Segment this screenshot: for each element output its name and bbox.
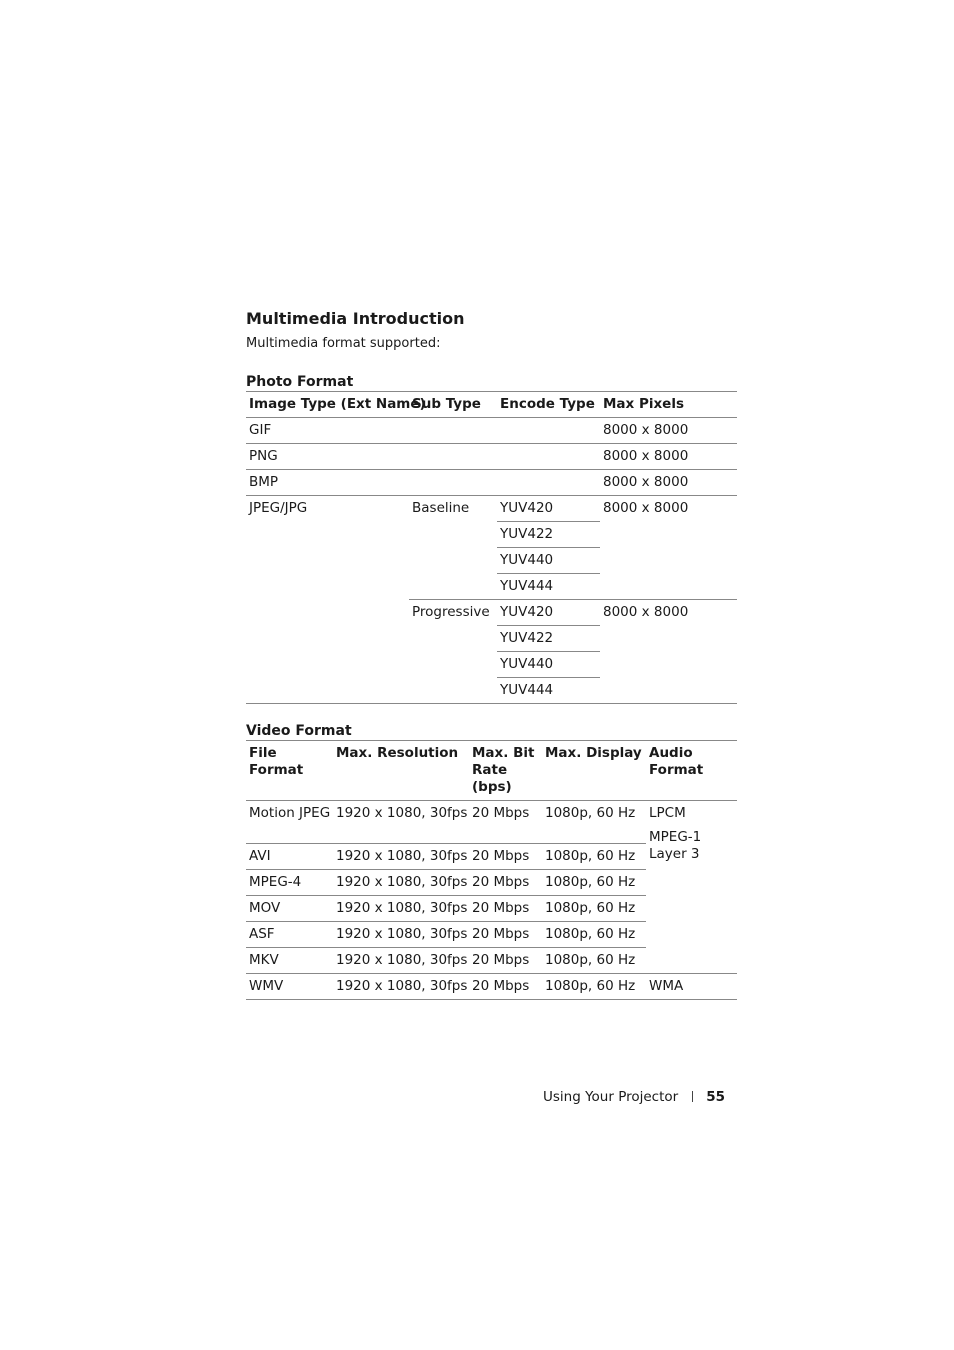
photo-format-table: [246, 391, 737, 704]
column-header: Max Pixels: [600, 392, 737, 418]
display-cell: 1080p, 60 Hz: [542, 844, 646, 870]
display-cell: 1080p, 60 Hz: [542, 922, 646, 948]
display-cell: 1080p, 60 Hz: [542, 896, 646, 922]
audio-format-cell: [646, 801, 737, 974]
max-pixels-cell: 8000 x 8000: [600, 470, 737, 496]
column-header: Max. Resolution: [333, 741, 469, 801]
resolution-cell: 1920 x 1080, 30fps: [333, 922, 469, 948]
encode-type-cell: YUV420: [497, 600, 600, 626]
column-header: File Format: [246, 741, 333, 801]
display-cell: 1080p, 60 Hz: [542, 948, 646, 974]
image-type-cell: GIF: [246, 418, 409, 444]
audio-format-item: MPEG-1 Layer 3: [649, 829, 702, 862]
column-header: Max. Bit Rate (bps): [469, 741, 542, 801]
resolution-cell: 1920 x 1080, 30fps: [333, 896, 469, 922]
max-pixels-cell: 8000 x 8000: [600, 600, 737, 704]
page-title: Multimedia Introduction: [246, 309, 465, 328]
video-format-table: [246, 740, 737, 1000]
encode-type-cell: YUV444: [497, 678, 600, 704]
footer-section-title: Using Your Projector: [543, 1089, 679, 1105]
encode-type-cell: YUV444: [497, 574, 600, 600]
encode-type-cell: YUV422: [497, 522, 600, 548]
file-format-cell: Motion JPEG: [246, 801, 333, 844]
column-header: Encode Type: [497, 392, 600, 418]
table-row: [246, 496, 737, 522]
table-header-row: [246, 741, 737, 801]
column-header: Sub Type: [409, 392, 497, 418]
audio-format-item: LPCM: [649, 805, 686, 821]
max-pixels-cell: 8000 x 8000: [600, 418, 737, 444]
display-cell: 1080p, 60 Hz: [542, 974, 646, 1000]
resolution-cell: 1920 x 1080, 30fps: [333, 974, 469, 1000]
max-pixels-cell: 8000 x 8000: [600, 444, 737, 470]
bitrate-cell: 20 Mbps: [469, 844, 542, 870]
sub-type-cell: Baseline: [409, 496, 497, 600]
encode-type-cell: YUV420: [497, 496, 600, 522]
image-type-cell: JPEG/JPG: [246, 496, 409, 704]
bitrate-cell: 20 Mbps: [469, 948, 542, 974]
table-row: [246, 418, 737, 444]
table-row: [246, 470, 737, 496]
file-format-cell: ASF: [246, 922, 333, 948]
column-header: Audio Format: [646, 741, 737, 801]
image-type-cell: BMP: [246, 470, 409, 496]
encode-type-cell: YUV422: [497, 626, 600, 652]
table-row: [246, 974, 737, 1000]
column-header: Max. Display: [542, 741, 646, 801]
resolution-cell: 1920 x 1080, 30fps: [333, 870, 469, 896]
audio-format-cell: WMA: [646, 974, 737, 1000]
resolution-cell: 1920 x 1080, 30fps: [333, 948, 469, 974]
bitrate-cell: 20 Mbps: [469, 896, 542, 922]
encode-type-cell: YUV440: [497, 548, 600, 574]
display-cell: 1080p, 60 Hz: [542, 870, 646, 896]
column-header: Image Type (Ext Name): [246, 392, 409, 418]
resolution-cell: 1920 x 1080, 30fps: [333, 844, 469, 870]
bitrate-cell: 20 Mbps: [469, 870, 542, 896]
footer-divider: [692, 1091, 693, 1102]
page-number: 55: [706, 1089, 725, 1105]
image-type-cell: PNG: [246, 444, 409, 470]
table-row: [246, 444, 737, 470]
table-row: [246, 801, 737, 844]
sub-type-cell: Progressive: [409, 600, 497, 704]
page-content: [246, 306, 737, 1000]
resolution-cell: 1920 x 1080, 30fps: [333, 801, 469, 844]
file-format-cell: WMV: [246, 974, 333, 1000]
file-format-cell: MOV: [246, 896, 333, 922]
intro-text: Multimedia format supported:: [246, 336, 441, 351]
file-format-cell: MKV: [246, 948, 333, 974]
display-cell: 1080p, 60 Hz: [542, 801, 646, 844]
bitrate-cell: 20 Mbps: [469, 974, 542, 1000]
table-header-row: [246, 392, 737, 418]
bitrate-cell: 20 Mbps: [469, 922, 542, 948]
video-format-title: Video Format: [246, 723, 352, 739]
photo-format-title: Photo Format: [246, 374, 354, 390]
encode-type-cell: YUV440: [497, 652, 600, 678]
file-format-cell: AVI: [246, 844, 333, 870]
bitrate-cell: 20 Mbps: [469, 801, 542, 844]
max-pixels-cell: 8000 x 8000: [600, 496, 737, 600]
file-format-cell: MPEG-4: [246, 870, 333, 896]
page-footer: [543, 1087, 725, 1107]
